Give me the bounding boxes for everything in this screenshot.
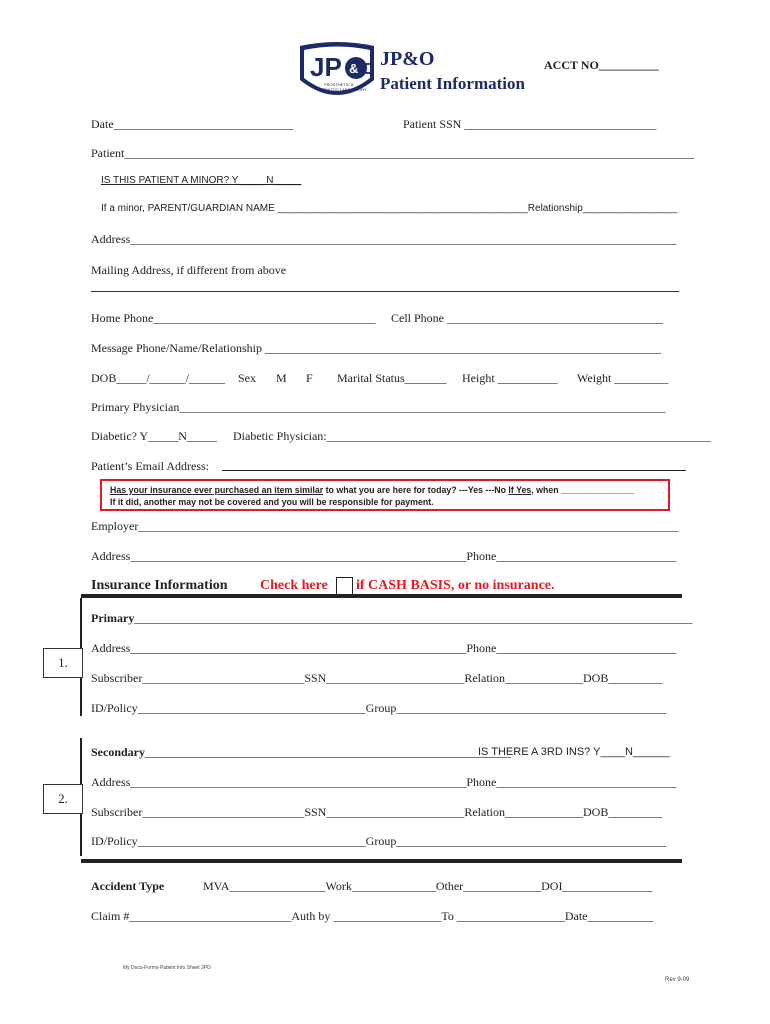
svg-text:&: & xyxy=(349,61,359,76)
diabetic-physician-field[interactable]: Diabetic Physician:________________________________________________________________ xyxy=(233,429,711,443)
accident-type-options[interactable]: MVA________________Work______________Other_____________DOI_______________ xyxy=(203,879,653,893)
sex-f-option[interactable]: F xyxy=(306,371,313,385)
employer-address-field[interactable]: Address________________________________________________________Phone______________________________ xyxy=(91,549,677,563)
primary-subscriber-field[interactable]: Subscriber___________________________SSN_______________________Relation_____________DOB_________ xyxy=(91,671,663,685)
company-logo xyxy=(296,40,378,110)
address-field[interactable]: Address___________________________________________________________________________________________ xyxy=(91,232,677,246)
check-here-label: Check here xyxy=(260,578,328,593)
svg-text:PROSTHETIC &: PROSTHETIC & xyxy=(324,82,354,87)
accident-type-label: Accident Type xyxy=(91,879,165,893)
cash-basis-label: if CASH BASIS, or no insurance. xyxy=(356,578,555,593)
svg-text:JP: JP xyxy=(310,52,342,82)
secondary-address-field[interactable]: Address________________________________________________________Phone______________________________ xyxy=(91,775,677,789)
footer-path: My Docs-Forms-Patient Info Sheet JPO xyxy=(123,965,211,971)
message-phone-field[interactable]: Message Phone/Name/Relationship __________________________________________________________________ xyxy=(91,341,661,355)
sex-label: Sex xyxy=(238,371,256,385)
notice-question: Has your insurance ever purchased an item similar xyxy=(110,485,324,495)
weight-field[interactable]: Weight _________ xyxy=(577,371,669,385)
acct-no-field[interactable]: ACCT NO__________ xyxy=(544,58,659,72)
primary-label: Primary xyxy=(91,611,135,625)
insurance-divider xyxy=(81,594,682,598)
secondary-label-row[interactable] xyxy=(91,745,511,760)
notice-yes-no[interactable]: to what you are here for today? ---Yes ---No xyxy=(323,485,509,495)
insurance-heading: Insurance Information xyxy=(91,578,228,593)
mailing-address-line[interactable] xyxy=(91,291,679,292)
primary-physician-field[interactable]: Primary Physician_________________________________________________________________________________ xyxy=(91,400,666,414)
primary-policy-field[interactable]: ID/Policy______________________________________Group_____________________________________________ xyxy=(91,701,667,715)
home-phone-field[interactable]: Home Phone_____________________________________ xyxy=(91,311,376,325)
primary-label-row[interactable] xyxy=(91,611,692,626)
notice-line-2: If it did, another may not be covered and you will be responsible for payment. xyxy=(110,497,434,507)
secondary-number: 2. xyxy=(43,784,83,814)
employer-field[interactable]: Employer__________________________________________________________________________________________ xyxy=(91,519,679,533)
guardian-field[interactable]: If a minor, PARENT/GUARDIAN NAME _____________________________________________Relationship_________________ xyxy=(101,203,678,214)
date-field[interactable]: Date______________________________ xyxy=(91,117,294,131)
email-label: Patient’s Email Address: xyxy=(91,459,209,473)
primary-number: 1. xyxy=(43,648,83,678)
diabetic-field[interactable]: Diabetic? Y_____N_____ xyxy=(91,429,217,443)
primary-address-field[interactable]: Address________________________________________________________Phone______________________________ xyxy=(91,641,677,655)
marital-status-field[interactable]: Marital Status_______ xyxy=(337,371,447,385)
notice-line-1 xyxy=(110,485,634,495)
primary-insurer-line[interactable]: _____________________________________________________________________________________________ xyxy=(134,611,693,625)
cash-basis-checkbox[interactable] xyxy=(336,577,353,595)
patient-ssn-field[interactable]: Patient SSN ________________________________ xyxy=(403,117,657,131)
svg-text:ORTHOTIC LABORATORY: ORTHOTIC LABORATORY xyxy=(318,87,367,92)
secondary-label: Secondary xyxy=(91,745,145,759)
secondary-policy-field[interactable]: ID/Policy______________________________________Group_____________________________________________ xyxy=(91,834,667,848)
cell-phone-field[interactable]: Cell Phone ____________________________________ xyxy=(391,311,663,325)
accident-divider xyxy=(81,859,682,863)
secondary-insurer-line[interactable]: _____________________________________________________________ xyxy=(145,745,511,759)
revision-label: Rev 9-09 xyxy=(665,977,690,983)
dob-field[interactable]: DOB_____/______/______ xyxy=(91,371,226,385)
secondary-subscriber-field[interactable]: Subscriber___________________________SSN_______________________Relation_____________DOB_________ xyxy=(91,805,663,819)
height-field[interactable]: Height __________ xyxy=(462,371,558,385)
form-title: Patient Information xyxy=(380,74,525,93)
sex-m-option[interactable]: M xyxy=(276,371,287,385)
minor-question[interactable]: IS THIS PATIENT A MINOR? Y_____N_____ xyxy=(101,175,302,186)
company-name: JP&O xyxy=(380,48,435,70)
third-insurance-field[interactable]: IS THERE A 3RD INS? Y____N______ xyxy=(478,746,670,758)
email-line[interactable] xyxy=(222,470,686,471)
claim-field[interactable]: Claim #___________________________Auth by __________________To __________________Date___________ xyxy=(91,909,654,923)
notice-when[interactable]: , when _______________ xyxy=(531,485,635,495)
patient-name-field[interactable]: Patient_______________________________________________________________________________________________ xyxy=(91,146,695,160)
notice-if-yes: If Yes xyxy=(508,485,532,495)
mailing-address-label: Mailing Address, if different from above xyxy=(91,263,287,277)
svg-text:O: O xyxy=(362,61,375,78)
